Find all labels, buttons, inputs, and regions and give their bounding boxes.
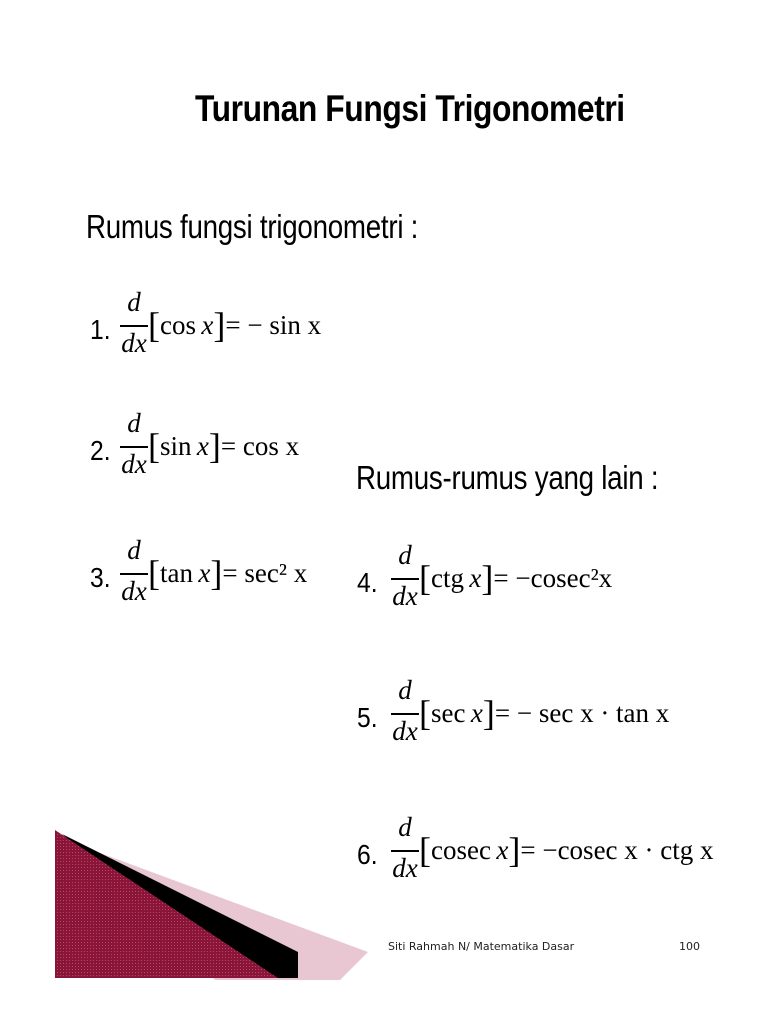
function-name: cosec bbox=[431, 835, 491, 865]
slide-title: Turunan Fungsi Trigonometri bbox=[195, 88, 625, 129]
right-bracket: ] bbox=[482, 693, 495, 733]
formula-result: cos x bbox=[242, 431, 300, 461]
derivative-numerator: d bbox=[127, 535, 141, 565]
function-name: ctg bbox=[431, 563, 464, 593]
derivative-numerator: d bbox=[398, 675, 412, 705]
derivative-denominator: dx bbox=[392, 853, 418, 883]
left-heading: Rumus fungsi trigonometri : bbox=[86, 208, 419, 245]
right-bracket: ] bbox=[213, 305, 226, 345]
right-bracket: ] bbox=[508, 830, 521, 870]
left-bracket: [ bbox=[148, 305, 160, 345]
left-bracket: [ bbox=[419, 830, 431, 870]
page-number: 100 bbox=[679, 940, 700, 953]
function-variable: x bbox=[198, 558, 211, 588]
function-name: sec bbox=[431, 698, 466, 728]
equals-sign: = − bbox=[520, 835, 558, 865]
equals-sign: = bbox=[222, 558, 245, 588]
derivative-denominator: dx bbox=[121, 576, 147, 606]
derivative-denominator: dx bbox=[392, 716, 418, 746]
function-variable: x bbox=[196, 431, 209, 461]
derivative-numerator: d bbox=[398, 540, 412, 570]
left-bracket: [ bbox=[148, 553, 160, 593]
formula-number: 3. bbox=[90, 562, 111, 593]
function-variable: x bbox=[470, 698, 483, 728]
function-name: cos bbox=[160, 310, 196, 340]
function-variable: x bbox=[496, 835, 509, 865]
function-variable: x bbox=[201, 310, 214, 340]
derivative-numerator: d bbox=[127, 408, 141, 438]
formula-number: 2. bbox=[90, 435, 111, 466]
formula-number: 1. bbox=[90, 314, 111, 345]
footer-author: Siti Rahmah N/ Matematika Dasar bbox=[388, 940, 575, 953]
derivative-denominator: dx bbox=[392, 581, 418, 611]
right-bracket: ] bbox=[208, 426, 221, 466]
left-bracket: [ bbox=[419, 693, 431, 733]
equals-sign: = − bbox=[225, 310, 270, 340]
formula-result: cosec²x bbox=[530, 563, 613, 593]
formula-number: 6. bbox=[357, 839, 378, 870]
formula-result: sin x bbox=[269, 310, 322, 340]
function-name: sin bbox=[160, 431, 192, 461]
equals-sign: = − bbox=[494, 698, 539, 728]
formula-result: sec² x bbox=[244, 558, 308, 588]
equals-sign: = − bbox=[493, 563, 531, 593]
derivative-denominator: dx bbox=[121, 328, 147, 358]
formula-result: sec x · tan x bbox=[538, 698, 670, 728]
derivative-numerator: d bbox=[127, 287, 141, 317]
function-variable: x bbox=[469, 563, 482, 593]
equals-sign: = bbox=[220, 431, 243, 461]
function-name: tan bbox=[160, 558, 193, 588]
left-bracket: [ bbox=[148, 426, 160, 466]
right-heading: Rumus-rumus yang lain : bbox=[356, 459, 659, 496]
derivative-denominator: dx bbox=[121, 449, 147, 479]
formula-result: cosec x · ctg x bbox=[557, 835, 714, 865]
right-bracket: ] bbox=[210, 553, 223, 593]
derivative-numerator: d bbox=[398, 812, 412, 842]
left-bracket: [ bbox=[419, 558, 431, 598]
formula-number: 4. bbox=[357, 567, 378, 598]
formula-number: 5. bbox=[357, 702, 378, 733]
right-bracket: ] bbox=[481, 558, 494, 598]
